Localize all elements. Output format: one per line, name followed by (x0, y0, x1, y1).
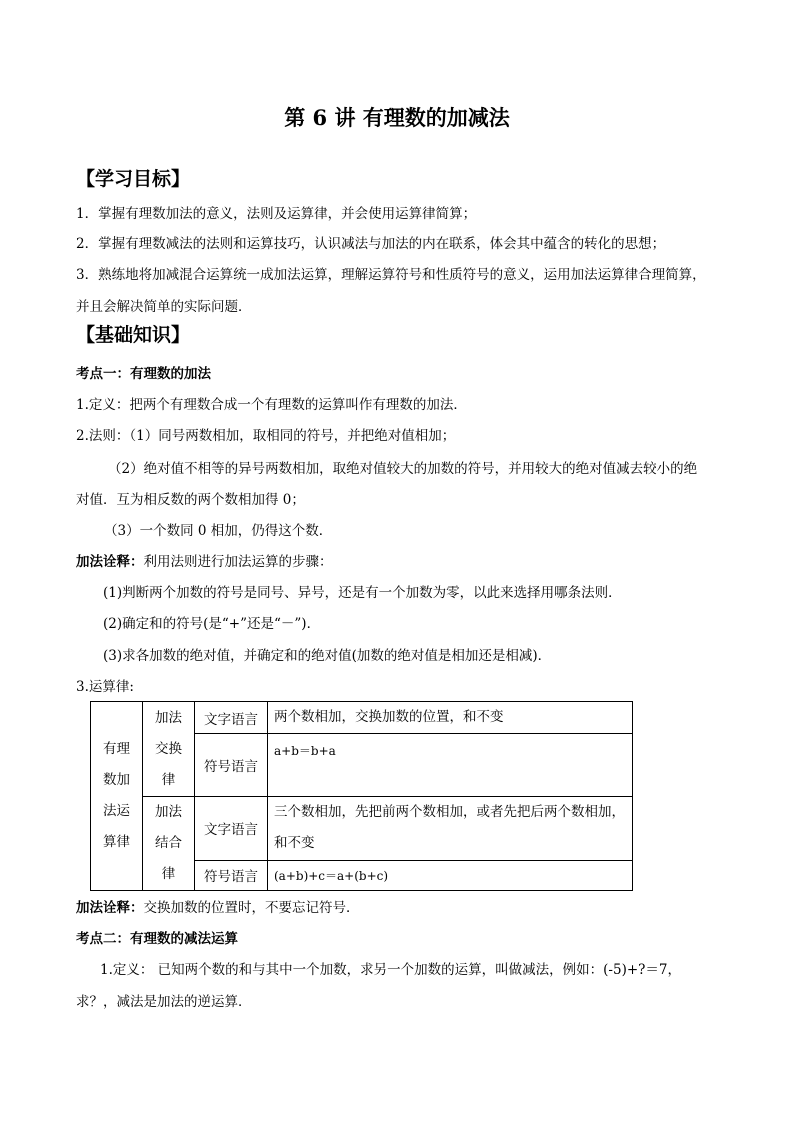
commutative-line-3: 律 (161, 771, 176, 788)
category-line-4: 算律 (103, 834, 130, 850)
category-line-1: 有理 (103, 741, 130, 757)
commutative-line-1: 加法 (155, 709, 182, 726)
addition-note-2 (76, 899, 360, 917)
point2-title: 考点二：有理数的减法运算 (76, 931, 238, 947)
assoc-text-lang-label: 文字语言 (195, 797, 268, 861)
assoc-text-content (268, 797, 633, 861)
addition-note (76, 553, 333, 571)
comm-text-lang-label: 文字语言 (195, 702, 268, 734)
page-title: 第 6 讲 有理数的加减法 (284, 105, 510, 130)
section-goals-heading: 【学习目标】 (76, 168, 191, 190)
point1-title: 考点一：有理数的加法 (76, 366, 211, 382)
goal-item-1: 1．掌握有理数加法的意义，法则及运算律，并会使用运算律简算； (76, 206, 477, 222)
step-1: (1)判断两个加数的符号是同号、异号，还是有一个加数为零，以此来选择用哪条法则． (103, 585, 622, 601)
laws-label: 3.运算律: (76, 679, 134, 695)
table-category-cell (91, 702, 143, 891)
assoc-symbol-content: (a+b)+c＝a+(b+c) (268, 860, 633, 890)
section-basics-heading: 【基础知识】 (76, 324, 191, 346)
goal-item-3: 3．熟练地将加减混合运算统一成加法运算，理解运算符号和性质符号的意义，运用加法运算律合理简算， (76, 267, 706, 283)
associative-line-1: 加法 (155, 804, 182, 820)
point1-definition: 1.定义：把两个有理数合成一个有理数的运算叫作有理数的加法． (76, 397, 467, 413)
commutative-law-cell (143, 702, 195, 797)
comm-text-content: 两个数相加，交换加数的位置，和不变 (268, 702, 633, 734)
associative-line-3: 律 (161, 866, 176, 882)
category-line-2: 数加 (103, 772, 130, 788)
step-2: (2)确定和的符号(是“+”还是“－”)． (103, 616, 321, 632)
assoc-text-line-1: 三个数相加，先把前两个数相加，或者先把后两个数相加， (274, 804, 625, 821)
point1-rule-2a: （2）绝对值不相等的异号两数相加，取绝对值较大的加数的符号，并用较大的绝对值减去较小的绝 (108, 461, 698, 477)
step-3: (3)求各加数的绝对值，并确定和的绝对值(加数的绝对值是相加还是相减)． (103, 648, 552, 664)
goal-item-2: 2．掌握有理数减法的法则和运算技巧，认识减法与加法的内在联系，体会其中蕴含的转化的思想； (76, 236, 666, 252)
associative-line-2: 结合 (155, 835, 182, 851)
addition-note-label: 加法诠释： (76, 554, 144, 570)
addition-note-2-label: 加法诠释： (76, 900, 144, 916)
addition-note-text: 利用法则进行加法运算的步骤： (143, 554, 333, 570)
category-line-3: 法运 (103, 803, 130, 819)
point2-definition-b: 求？，减法是加法的逆运算． (76, 994, 252, 1010)
operation-laws-table (90, 701, 633, 891)
comm-symbol-lang-label: 符号语言 (195, 734, 268, 797)
assoc-text-line-2: 和不变 (274, 835, 315, 852)
assoc-symbol-lang-label: 符号语言 (195, 860, 268, 890)
point1-rule-1: 2.法则：（1）同号两数相加，取相同的符号，并把绝对值相加； (76, 428, 456, 444)
goal-item-3-cont: 并且会解决简单的实际问题． (76, 299, 252, 315)
point2-definition-a: 1.定义： 已知两个数的和与其中一个加数，求另一个加数的运算，叫做减法，例如：(-5)+?＝7， (100, 962, 681, 978)
point1-rule-3: （3）一个数同 0 相加，仍得这个数． (104, 523, 333, 539)
commutative-line-2: 交换 (155, 740, 182, 757)
associative-law-cell (143, 797, 195, 891)
comm-symbol-content: a+b＝b+a (268, 734, 633, 797)
point1-rule-2b: 对值．互为相反数的两个数相加得 0； (76, 492, 305, 508)
addition-note-2-text: 交换加数的位置时，不要忘记符号． (143, 900, 360, 916)
